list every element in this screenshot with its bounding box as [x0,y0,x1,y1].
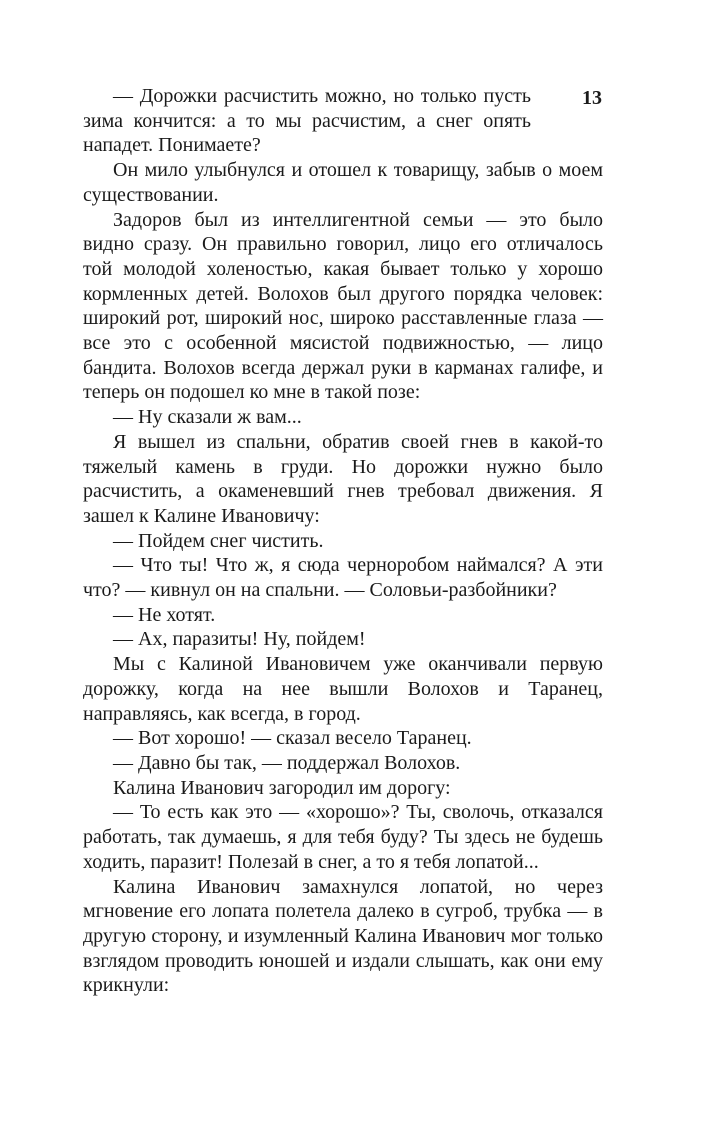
paragraph: — Давно бы так, — поддержал Волохов. [113,751,461,774]
paragraph: Мы с Калиной Ивановичем уже оканчивали первую дорожку, когда на нее вышли Волохов и Таранец, направляясь, как всегда, в город. [83,653,603,725]
paragraph: — То есть как это — «хорошо»? Ты, сволочь, отказался работать, так думаешь, я для тебя буду? Ты здесь не будешь ходить, паразит! Полезай в снег, а то я тебя лопатой... [83,801,603,873]
paragraph: — Что ты! Что ж, я сюда черноробом наймался? А эти что? — кивнул он на спальни. — Соловьи-разбойники? [83,554,603,602]
paragraph: Я вышел из спальни, обратив своей гнев в какой-то тяжелый камень в груди. Но дорожки нужно было расчистить, а окаменевший гнев требовал движения. Я зашел к Калине Ивановичу: [83,430,603,527]
paragraph: Задоров был из интеллигентной семьи — это было видно сразу. Он правильно говорил, лицо его отличалось той молодой холеностью, какая бывает только у хорошо кормленных детей. Волохов был другого порядка человек: широкий рот, широкий нос, широко расставленные глаза — все это с особенной мясистой подвижностью, — лицо бандита. Волохов всегда держал руки в карманах галифе, и теперь он подошел ко мне в такой позе: [83,208,603,404]
page-text [83,84,603,998]
page-number: 13 [582,87,602,109]
paragraph: — Вот хорошо! — сказал весело Таранец. [113,727,472,750]
paragraph: — Пойдем снег чистить. [113,529,324,552]
paragraph: — Ну сказали ж вам... [113,406,302,429]
paragraph: Он мило улыбнулся и отошел к товарищу, забыв о моем существовании. [83,159,603,206]
paragraph: — Ах, паразиты! Ну, пойдем! [113,628,366,651]
paragraph: Калина Иванович замахнулся лопатой, но через мгновение его лопата полетела далеко в сугроб, трубка — в другую сторону, и изумленный Калина Иванович мог только взглядом проводить юношей и издали слышать, как они ему крикнули: [83,875,603,997]
paragraph: — Дорожки расчистить можно, но только пусть зима кончится: а то мы расчистим, а снег опять нападет. Понимаете? [83,85,531,157]
paragraph: — Не хотят. [113,603,216,626]
paragraph: Калина Иванович загородил им дорогу: [113,776,451,799]
